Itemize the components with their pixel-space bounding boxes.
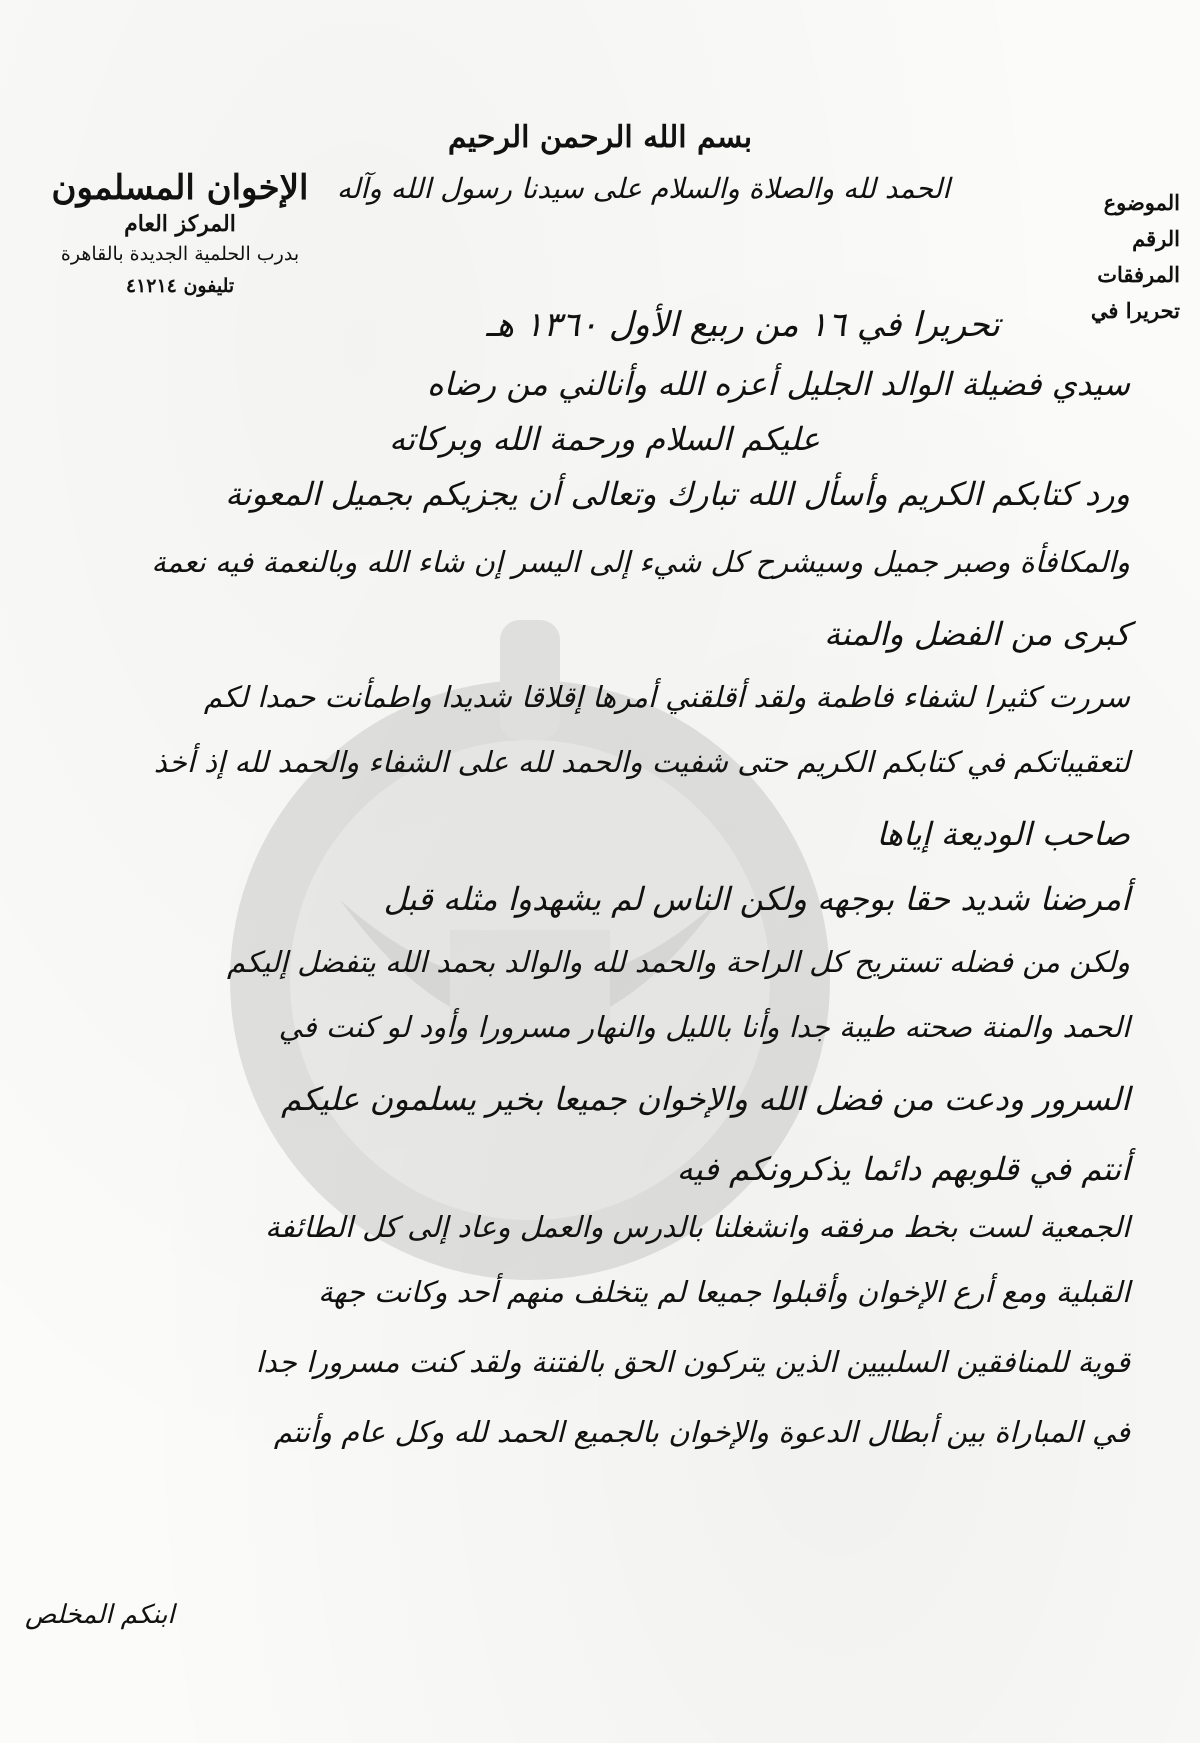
body-line: والمكافأة وصبر جميل وسيشرح كل شيء إلى اليسر إن شاء الله وبالنعمة فيه نعمة (151, 545, 1130, 579)
body-line: السرور ودعت من فضل الله والإخوان جميعا بخير يسلمون عليكم (281, 1080, 1130, 1118)
meta-fields (1070, 185, 1180, 329)
body-line: ورد كتابكم الكريم وأسأل الله تبارك وتعالى أن يجزيكم بجميل المعونة (225, 475, 1130, 513)
meta-attachments-label: المرفقات (1097, 262, 1180, 287)
meta-date-label: تحريرا في (1090, 298, 1180, 323)
body-line: أمرضنا شديد حقا بوجهه ولكن الناس لم يشهدوا مثله قبل (383, 880, 1130, 918)
basmala: بسم الله الرحمن الرحيم (447, 120, 753, 155)
body-line: أنتم في قلوبهم دائما يذكرونكم فيه (676, 1150, 1130, 1188)
organization-sub: المركز العام (124, 211, 236, 238)
body-line: لتعقيباتكم في كتابكم الكريم حتى شفيت والحمد لله على الشفاء والحمد لله إذ أخذ (153, 745, 1130, 779)
body-line: في المباراة بين أبطال الدعوة والإخوان بالجميع الحمد لله وكل عام وأنتم (273, 1415, 1130, 1449)
praise-line: الحمد لله والصلاة والسلام على سيدنا رسول الله وآله (336, 172, 950, 205)
body-line: ولكن من فضله تستريح كل الراحة والحمد لله والوالد بحمد الله يتفضل إليكم (227, 945, 1130, 979)
meta-number-label: الرقم (1132, 226, 1180, 251)
body-line: صاحب الوديعة إياها (876, 815, 1130, 853)
body-line: الجمعية لست بخط مرفقه وانشغلنا بالدرس والعمل وعاد إلى كل الطائفة (265, 1210, 1130, 1244)
body-line: الحمد والمنة صحته طيبة جدا وأنا بالليل والنهار مسرورا وأود لو كنت في (278, 1010, 1130, 1044)
body-line: عليكم السلام ورحمة الله وبركاته (389, 420, 820, 458)
date-line: تحريرا في ١٦ من ربيع الأول ١٣٦٠ هـ (486, 305, 1000, 345)
body-line: سيدي فضيلة الوالد الجليل أعزه الله وأنالني من رضاه (426, 365, 1130, 403)
body-line: قوية للمنافقين السلبيين الذين يتركون الحق بالفتنة ولقد كنت مسرورا جدا (255, 1345, 1130, 1379)
signature: ابنكم المخلص (25, 1600, 175, 1630)
organization-address: بدرب الحلمية الجديدة بالقاهرة (60, 243, 300, 266)
body-line: القبلية ومع أرع الإخوان وأقبلوا جميعا لم يتخلف منهم أحد وكانت جهة (318, 1275, 1130, 1309)
body-line: كبرى من الفضل والمنة (824, 615, 1130, 653)
organization-name: الإخوان المسلمون (51, 168, 309, 208)
organization-phone: تليفون ٤١٢١٤ (125, 275, 235, 298)
meta-subject-label: الموضوع (1103, 190, 1180, 215)
body-line: سررت كثيرا لشفاء فاطمة ولقد أقلقني أمرها إقلاقا شديدا واطمأنت حمدا لكم (203, 680, 1130, 714)
